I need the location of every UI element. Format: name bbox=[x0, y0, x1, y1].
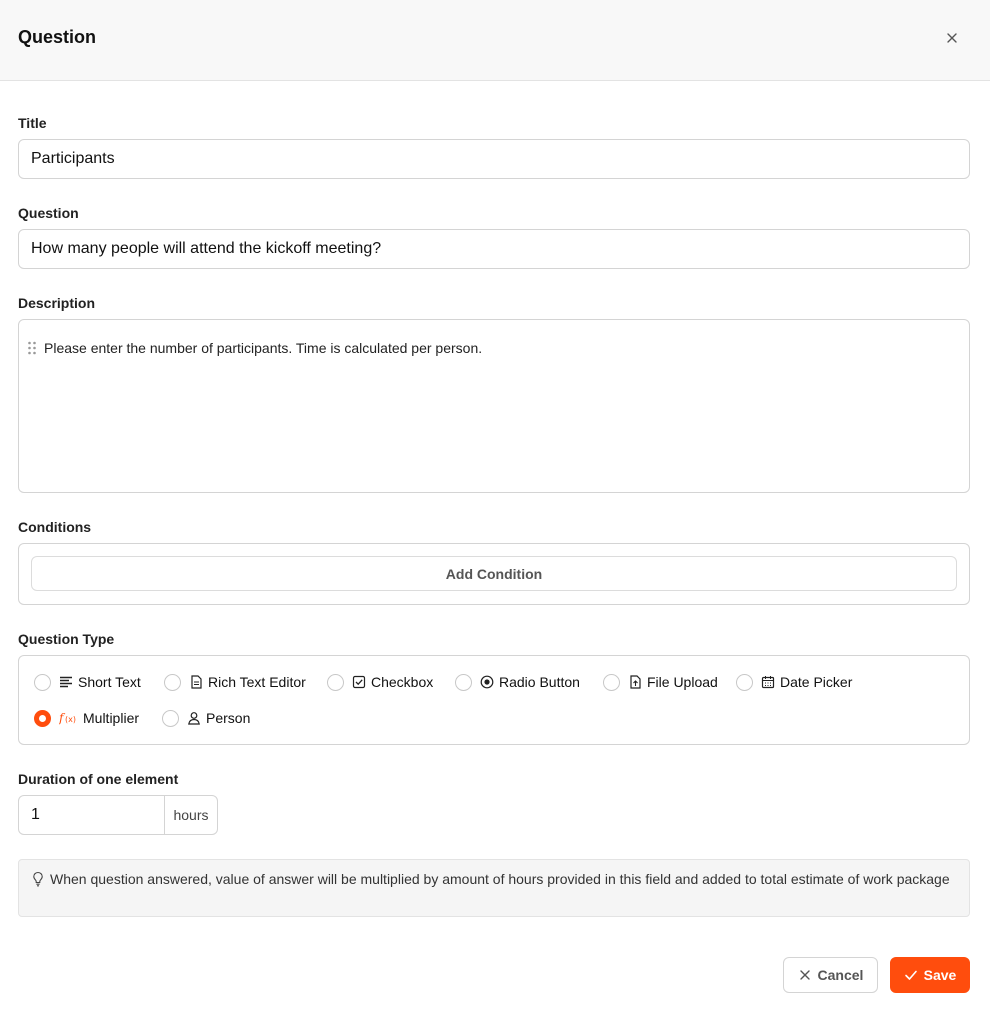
dialog-title: Question bbox=[18, 27, 97, 47]
option-label: Multiplier bbox=[83, 710, 140, 726]
radio-unchecked[interactable] bbox=[455, 674, 472, 691]
radio-unchecked[interactable] bbox=[162, 710, 179, 727]
question-type-person[interactable] bbox=[162, 707, 250, 729]
question-type-radio-button[interactable] bbox=[455, 671, 580, 693]
dialog-header bbox=[0, 0, 990, 81]
conditions-box bbox=[18, 543, 970, 605]
description-editor[interactable] bbox=[18, 319, 970, 493]
close-icon bbox=[798, 968, 812, 982]
question-type-rich-text-editor[interactable] bbox=[164, 671, 306, 693]
svg-text:f: f bbox=[59, 711, 64, 725]
description-text: Please enter the number of participants. Time is calculated per person. bbox=[44, 340, 483, 356]
save-button[interactable] bbox=[890, 957, 970, 993]
radio-unchecked[interactable] bbox=[34, 674, 51, 691]
description-label: Description bbox=[18, 295, 96, 311]
cancel-label: Cancel bbox=[817, 967, 864, 983]
short-text-icon bbox=[59, 675, 73, 689]
function-icon bbox=[59, 711, 79, 725]
duration-label: Duration of one element bbox=[18, 771, 179, 787]
question-input[interactable]: How many people will attend the kickoff meeting? bbox=[18, 229, 970, 269]
svg-text:(x): (x) bbox=[65, 715, 76, 724]
calendar-icon bbox=[761, 675, 775, 689]
check-icon bbox=[904, 968, 918, 982]
save-label: Save bbox=[923, 967, 957, 983]
info-text: When question answered, value of answer will be multiplied by amount of hours provided in this field and added to total estimate of work package bbox=[50, 871, 950, 887]
info-note bbox=[18, 859, 970, 917]
option-label: Person bbox=[206, 710, 251, 726]
radio-unchecked[interactable] bbox=[327, 674, 344, 691]
duration-input[interactable]: 1 bbox=[31, 806, 40, 823]
add-condition-button[interactable]: Add Condition bbox=[31, 556, 957, 591]
question-type-multiplier[interactable] bbox=[34, 707, 139, 729]
option-label: Short Text bbox=[78, 674, 141, 690]
person-icon bbox=[187, 711, 201, 725]
question-label: Question bbox=[18, 205, 79, 221]
cancel-button[interactable] bbox=[783, 957, 878, 993]
duration-unit: hours bbox=[164, 796, 217, 834]
lightbulb-icon bbox=[31, 871, 45, 887]
file-upload-icon bbox=[628, 675, 642, 689]
question-type-date-picker[interactable] bbox=[736, 671, 852, 693]
option-label: File Upload bbox=[647, 674, 718, 690]
conditions-label: Conditions bbox=[18, 519, 92, 535]
question-type-checkbox[interactable] bbox=[327, 671, 433, 693]
option-label: Date Picker bbox=[780, 674, 853, 690]
question-type-label: Question Type bbox=[18, 631, 115, 647]
question-type-box bbox=[18, 655, 970, 745]
title-label: Title bbox=[18, 115, 47, 131]
option-label: Checkbox bbox=[371, 674, 434, 690]
document-icon bbox=[189, 675, 203, 689]
question-type-short-text[interactable] bbox=[34, 671, 141, 693]
option-label: Radio Button bbox=[499, 674, 580, 690]
drag-handle-icon[interactable] bbox=[27, 340, 37, 356]
radio-button-icon bbox=[480, 675, 494, 689]
duration-input-group bbox=[18, 795, 218, 835]
close-button[interactable] bbox=[940, 27, 964, 49]
checkbox-icon bbox=[352, 675, 366, 689]
close-icon bbox=[946, 32, 958, 44]
radio-unchecked[interactable] bbox=[736, 674, 753, 691]
title-input[interactable]: Participants bbox=[18, 139, 970, 179]
radio-checked[interactable] bbox=[34, 710, 51, 727]
radio-unchecked[interactable] bbox=[164, 674, 181, 691]
question-type-file-upload[interactable] bbox=[603, 671, 718, 693]
option-label: Rich Text Editor bbox=[208, 674, 306, 690]
radio-unchecked[interactable] bbox=[603, 674, 620, 691]
